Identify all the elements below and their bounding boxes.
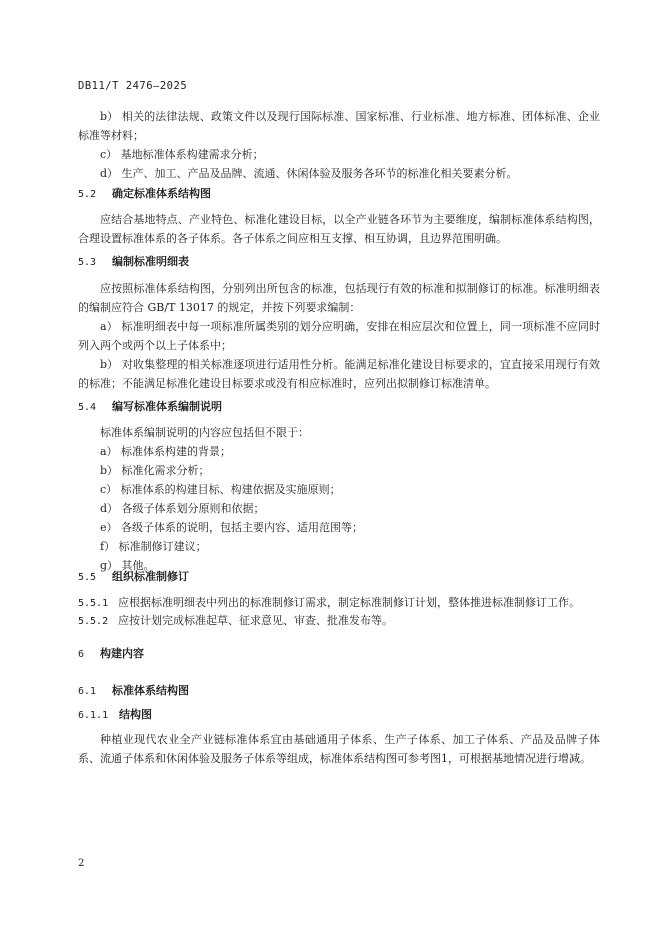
section-5-3-paragraph: 应按照标准体系结构图，分别列出所包含的标准，包括现行有效的标准和拟制修订的标准。标准明细表的编制应符合 GB/T 13017 的规定，并按下列要求编制： <box>78 282 600 314</box>
list-item-b: b） 相关的法律法规、政策文件以及现行国际标准、国家标准、行业标准、地方标准、团体标准、企业标准等材料； <box>78 110 600 142</box>
section-number: 6.1 <box>78 686 97 697</box>
chapter-number: 6 <box>78 649 85 660</box>
section-5-3-heading <box>78 254 189 271</box>
list-item: b） 标准化需求分析； <box>100 464 210 477</box>
section-5-2-paragraph: 应结合基地特点、产业特色、标准化建设目标，以全产业链各环节为主要维度，编制标准体系结构图，合理设置标准体系的各子体系。各子体系之间应相互支撑、相互协调，且边界范围明确。 <box>78 213 600 245</box>
section-title: 组织标准制修订 <box>112 570 189 583</box>
chapter-6-heading <box>78 646 144 663</box>
section-number: 6.1.1 <box>78 710 109 721</box>
section-number: 5.4 <box>78 402 97 413</box>
chapter-title: 构建内容 <box>100 647 144 660</box>
list-item: f） 标准制修订建议； <box>100 540 207 553</box>
clause-text: 应按计划完成标准起草、征求意见、审查、批准发布等。 <box>118 614 393 627</box>
section-6-1-1-paragraph: 种植业现代农业全产业链标准体系宜由基础通用子体系、生产子体系、加工子体系、产品及品牌子体系、流通子体系和休闲体验及服务子体系等组成，标准体系结构图可参考图1，可根据基地情况进行增减。 <box>78 733 600 765</box>
clause-5-5-2 <box>78 611 600 631</box>
section-title: 结构图 <box>119 708 152 721</box>
clause-text: 应根据标准明细表中列出的标准制修订需求，制定标准制修订计划，整体推进标准制修订工作。 <box>118 596 580 609</box>
list-item: a） 标准体系构建的背景； <box>100 445 232 458</box>
list-item-c: c） 基地标准体系构建需求分析； <box>100 148 264 161</box>
clause-number: 5.5.2 <box>78 616 109 627</box>
document-id-header: DB11/T 2476—2025 <box>78 80 188 92</box>
section-5-2-heading <box>78 186 211 203</box>
list-item-d: d） 生产、加工、产品及品牌、流通、休闲体验及服务各环节的标准化相关要素分析。 <box>100 167 518 180</box>
clause-5-5-1 <box>78 593 600 613</box>
list-item: g） 其他。 <box>100 559 155 572</box>
section-5-3-item-a: a） 标准明细表中每一项标准所属类别的划分应明确，安排在相应层次和位置上，同一项标准不应同时列入两个或两个以上子体系中； <box>78 320 600 352</box>
section-number: 5.5 <box>78 572 97 583</box>
section-5-3-item-b: b） 对收集整理的相关标准逐项进行适用性分析。能满足标准化建设目标要求的，宜直接采用现行有效的标准；不能满足标准化建设目标要求或没有相应标准时，应列出拟制修订标准清单。 <box>78 358 600 390</box>
page-number: 2 <box>78 858 85 869</box>
section-number: 5.2 <box>78 189 97 200</box>
section-5-5-heading <box>78 569 189 586</box>
section-6-1-1-heading <box>78 707 152 724</box>
list-item: e） 各级子体系的说明，包括主要内容、适用范围等； <box>100 521 364 534</box>
section-title: 确定标准体系结构图 <box>112 187 211 200</box>
section-5-4-intro: 标准体系编制说明的内容应包括但不限于： <box>100 426 309 439</box>
list-item: c） 标准体系的构建目标、构建依据及实施原则； <box>100 483 341 496</box>
clause-number: 5.5.1 <box>78 598 109 609</box>
list-item: d） 各级子体系划分原则和依据； <box>100 502 265 515</box>
section-title: 编制标准明细表 <box>112 255 189 268</box>
section-title: 编写标准体系编制说明 <box>112 400 222 413</box>
section-5-4-heading <box>78 399 222 416</box>
section-title: 标准体系结构图 <box>112 684 189 697</box>
section-6-1-heading <box>78 683 189 700</box>
section-number: 5.3 <box>78 257 97 268</box>
